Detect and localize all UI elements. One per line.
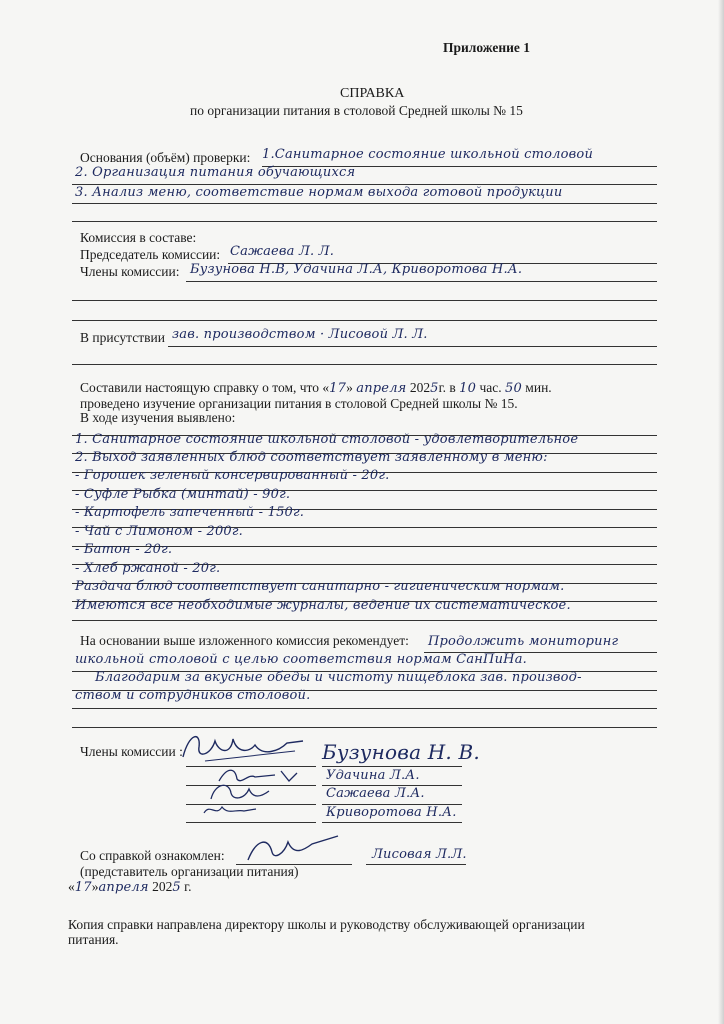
recommendation-line-1: Продолжить мониторинг bbox=[428, 634, 619, 649]
report-sep-2: г. в bbox=[438, 380, 456, 395]
commission-heading: Комиссия в составе: bbox=[80, 230, 197, 245]
finding-10: Имеются все необходимые журналы, ведение их систематическое. bbox=[75, 598, 571, 613]
report-day: 17 bbox=[329, 381, 347, 396]
report-hour: 10 bbox=[459, 381, 477, 396]
report-line-3: В ходе изучения выявлено: bbox=[80, 410, 236, 425]
finding-6: - Чай с Лимоном - 200г. bbox=[75, 524, 244, 539]
date-open: « bbox=[68, 879, 75, 894]
signature-line bbox=[366, 864, 466, 865]
chair-label: Председатель комиссии: bbox=[80, 247, 221, 262]
date-year-suffix: г. bbox=[184, 879, 192, 894]
members-label: Члены комиссии: bbox=[80, 264, 180, 279]
report-prefix: Составили настоящую справку о том, что « bbox=[80, 380, 330, 395]
signature-1 bbox=[175, 727, 310, 767]
finding-2: 2. Выход заявленных блюд соответствует заявленному в меню: bbox=[75, 450, 548, 465]
signature-4 bbox=[200, 799, 260, 821]
recommendation-line-2: школьной столовой с целью соответствия нормам СанПиНа. bbox=[75, 652, 527, 667]
date-year-prefix: 202 bbox=[152, 879, 173, 894]
rule bbox=[72, 364, 657, 365]
acknowledge-name: Лисовая Л.Л. bbox=[372, 847, 467, 862]
rule bbox=[72, 300, 657, 301]
copy-line-2: питания. bbox=[68, 932, 119, 947]
signature-line bbox=[322, 822, 462, 823]
document-title: СПРАВКА bbox=[340, 86, 405, 101]
signatures-label: Члены комиссии : bbox=[80, 744, 183, 759]
report-minute-suffix: мин. bbox=[525, 380, 552, 395]
members-names: Бузунова Н.В, Удачина Л.А, Криворотова Н.А. bbox=[190, 262, 523, 277]
report-hour-suffix: час. bbox=[479, 380, 502, 395]
report-line-1 bbox=[80, 380, 552, 396]
recommendation-line-3: Благодарим за вкусные обеды и чистоту пищеблока зав. производ- bbox=[95, 670, 582, 685]
acknowledge-role: (представитель организации питания) bbox=[80, 864, 299, 879]
rule bbox=[72, 620, 657, 621]
page-edge bbox=[718, 0, 724, 1024]
finding-1: 1. Санитарное состояние школьной столовой - удовлетворительное bbox=[75, 432, 579, 447]
date-day: 17 bbox=[74, 880, 92, 895]
chair-name: Сажаева Л. Л. bbox=[230, 244, 335, 259]
finding-7: - Батон - 20г. bbox=[75, 542, 173, 557]
date-year-digit: 5 bbox=[172, 880, 181, 895]
rule bbox=[72, 203, 657, 204]
report-sep: » bbox=[346, 380, 353, 395]
finding-5: - Картофель запеченный - 150г. bbox=[75, 505, 305, 520]
signature-acknowledge bbox=[238, 830, 348, 866]
finding-3: - Горошек зеленый консервированный - 20г. bbox=[75, 468, 390, 483]
report-year-digit: 5 bbox=[430, 381, 439, 396]
report-minute: 50 bbox=[504, 381, 522, 396]
signatory-name-3: Сажаева Л.А. bbox=[326, 786, 425, 801]
signatory-name-2: Удачина Л.А. bbox=[326, 768, 420, 783]
basis-label: Основания (объём) проверки: bbox=[80, 150, 251, 165]
report-line-2: проведено изучение организации питания в столовой Средней школы № 15. bbox=[80, 396, 518, 411]
report-year-prefix: 202 bbox=[409, 380, 431, 395]
report-month: апреля bbox=[356, 381, 407, 396]
rule bbox=[168, 346, 657, 347]
signature-line bbox=[322, 766, 462, 767]
basis-item-3: 3. Анализ меню, соответствие нормам выхода готовой продукции bbox=[75, 185, 563, 200]
rule bbox=[72, 221, 657, 222]
date-month: апреля bbox=[98, 880, 149, 895]
finding-4: - Суфле Рыбка (минтай) - 90г. bbox=[75, 487, 291, 502]
acknowledge-label: Со справкой ознакомлен: bbox=[80, 848, 225, 863]
rule bbox=[72, 320, 657, 321]
acknowledge-date bbox=[68, 879, 192, 895]
signature-line bbox=[186, 822, 316, 823]
basis-item-1: 1.Санитарное состояние школьной столовой bbox=[262, 147, 594, 162]
presence-name: зав. производством · Лисовой Л. Л. bbox=[172, 327, 428, 342]
signatory-name-4: Криворотова Н.А. bbox=[326, 805, 457, 820]
rule bbox=[72, 708, 657, 709]
rule bbox=[186, 281, 657, 282]
date-mid: » bbox=[91, 879, 99, 894]
presence-label: В присутствии bbox=[80, 330, 165, 345]
finding-8: - Хлеб ржаной - 20г. bbox=[75, 561, 221, 576]
document-subtitle: по организации питания в столовой Средней школы № 15 bbox=[190, 103, 523, 118]
finding-9: Раздача блюд соответствует санитарно - гигиеническим нормам. bbox=[75, 579, 565, 594]
appendix-label: Приложение 1 bbox=[443, 40, 531, 55]
signatory-name-1: Бузунова Н. В. bbox=[322, 740, 480, 764]
recommendation-label: На основании выше изложенного комиссия рекомендует: bbox=[80, 633, 409, 648]
rule bbox=[72, 727, 657, 728]
copy-line-1: Копия справки направлена директору школы и руководству обслуживающей организации bbox=[68, 917, 585, 932]
basis-item-2: 2. Организация питания обучающихся bbox=[75, 165, 356, 180]
recommendation-line-4: ством и сотрудников столовой. bbox=[75, 688, 311, 703]
